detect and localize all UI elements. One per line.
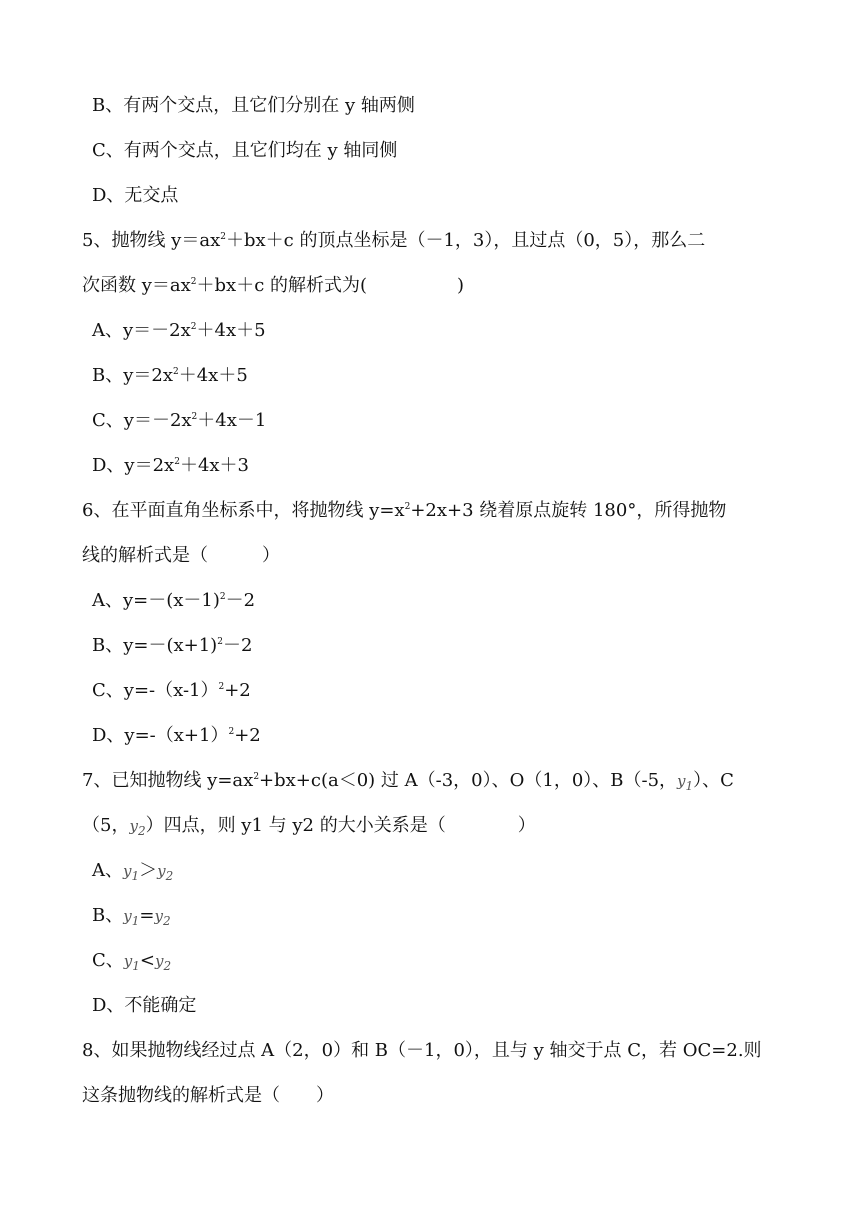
var-y: y — [677, 772, 686, 790]
subscript: 1 — [131, 914, 140, 928]
q6-option-d — [92, 724, 261, 748]
q5-stem-line2 — [82, 274, 464, 298]
q5-stem-line1 — [82, 229, 705, 253]
q6-stem-line2: 线的解析式是（ ） — [82, 545, 280, 566]
subscript: 1 — [132, 959, 140, 973]
superscript: 2 — [217, 637, 223, 647]
superscript: 2 — [218, 682, 225, 692]
q5-option-d — [92, 454, 249, 478]
math-y1 — [677, 772, 694, 793]
subscript: 2 — [137, 824, 146, 838]
q7-stem-line2 — [82, 814, 536, 838]
superscript: 2 — [219, 592, 226, 602]
superscript: 2 — [404, 502, 411, 512]
math-y1 — [123, 952, 140, 973]
subscript: 1 — [131, 869, 140, 883]
math-y2 — [154, 907, 171, 928]
q7-text: +bx+c(a＜0) 过 A（-3，0）、O（1，0）、B（-5， — [259, 770, 678, 791]
q7-text: ）四点，则 y1 与 y2 的大小关系是（ ） — [145, 815, 536, 836]
q7-option-c — [92, 949, 171, 973]
option-text: －2 — [222, 635, 253, 656]
var-y: y — [123, 952, 133, 970]
q8-stem-line1: 8、如果抛物线经过点 A（2，0）和 B（－1，0），且与 y 轴交于点 C，若 OC=2.则 — [82, 1040, 762, 1061]
superscript: 2 — [220, 232, 226, 242]
option-prefix: B、 — [92, 905, 124, 926]
operator: ＞ — [139, 860, 158, 881]
q7-text: 7、已知抛物线 y=ax — [82, 770, 254, 791]
var-y: y — [129, 817, 138, 835]
q4-option-b: B、有两个交点，且它们分别在 y 轴两侧 — [92, 95, 415, 116]
var-y: y — [123, 907, 132, 925]
option-text: ＋4x－1 — [197, 410, 267, 431]
superscript: 2 — [173, 367, 179, 377]
superscript: 2 — [253, 772, 260, 782]
subscript: 2 — [165, 869, 174, 883]
option-text: －2 — [225, 590, 256, 611]
math-y2 — [129, 817, 146, 838]
option-prefix: C、 — [92, 950, 124, 971]
q7-stem-line1 — [82, 769, 734, 793]
option-text: A、y=－(x－1) — [92, 590, 220, 611]
option-text: ＋4x＋3 — [179, 455, 250, 476]
option-text: B、y=－(x+1) — [92, 635, 218, 656]
superscript: 2 — [174, 457, 180, 467]
subscript: 2 — [162, 914, 171, 928]
operator: = — [139, 905, 155, 926]
q6-option-a — [92, 589, 255, 613]
option-text: B、y＝2x — [92, 365, 173, 386]
q5-text: 次函数 y＝ax — [82, 275, 191, 296]
option-text: C、y＝－2x — [92, 410, 192, 431]
q7-text: （5， — [82, 815, 130, 836]
q7-option-a — [92, 859, 173, 883]
subscript: 2 — [163, 959, 172, 973]
option-prefix: A、 — [92, 860, 123, 881]
superscript: 2 — [190, 277, 197, 287]
q6-text: +2x+3 绕着原点旋转 180°，所得抛物 — [410, 500, 727, 521]
q7-text: ）、C — [693, 770, 734, 791]
var-y: y — [123, 862, 132, 880]
superscript: 2 — [191, 412, 198, 422]
q6-option-b — [92, 634, 252, 658]
operator: < — [139, 950, 155, 971]
q5-option-a — [92, 319, 266, 343]
math-y2 — [155, 952, 172, 973]
option-text: +2 — [234, 725, 261, 746]
q5-option-c — [92, 409, 266, 433]
q4-option-c: C、有两个交点，且它们均在 y 轴同侧 — [92, 140, 398, 161]
option-text: A、y＝－2x — [92, 320, 191, 341]
q6-text: 6、在平面直角坐标系中，将抛物线 y=x — [82, 500, 405, 521]
q6-option-c — [92, 679, 251, 703]
superscript: 2 — [228, 727, 235, 737]
var-y: y — [157, 862, 166, 880]
math-y2 — [157, 862, 174, 883]
subscript: 1 — [685, 779, 694, 793]
superscript: 2 — [190, 322, 197, 332]
q5-text: ＋bx＋c 的顶点坐标是（－1，3），且过点（0，5），那么二 — [225, 230, 706, 251]
option-text: ＋4x＋5 — [178, 365, 248, 386]
var-y: y — [154, 907, 163, 925]
math-y1 — [123, 862, 140, 883]
q5-option-b — [92, 364, 248, 388]
math-y1 — [123, 907, 140, 928]
option-text: D、y＝2x — [92, 455, 175, 476]
q5-text: 5、抛物线 y＝ax — [82, 230, 221, 251]
var-y: y — [155, 952, 164, 970]
option-text: D、y=-（x+1） — [92, 725, 229, 746]
q8-stem-line2: 这条抛物线的解析式是（ ） — [82, 1085, 334, 1106]
option-text: C、y=-（x-1） — [92, 680, 219, 701]
q7-option-b — [92, 904, 171, 928]
q5-text: ＋bx＋c 的解析式为( ) — [196, 275, 465, 296]
option-text: ＋4x＋5 — [196, 320, 266, 341]
q6-stem-line1 — [82, 499, 726, 523]
option-text: +2 — [224, 680, 251, 701]
q7-option-d: D、不能确定 — [92, 995, 197, 1016]
q4-option-d: D、无交点 — [92, 185, 179, 206]
